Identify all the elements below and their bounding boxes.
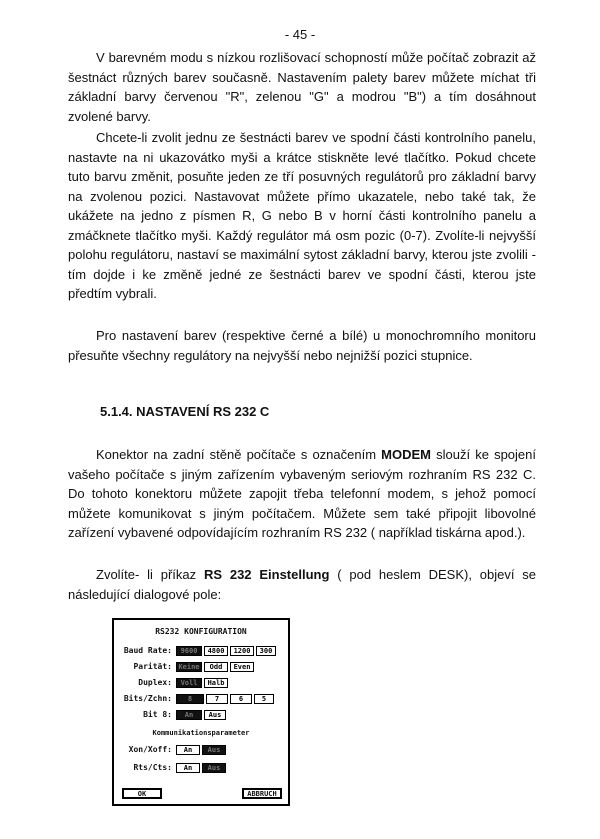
baud-rate-label: Baud Rate: xyxy=(123,646,172,655)
duplex-row xyxy=(120,677,230,688)
ok-button[interactable]: OK xyxy=(122,788,162,799)
rts-cts-label: Rts/Cts: xyxy=(133,763,172,772)
bit8-row xyxy=(120,709,228,720)
paragraph-monochrome xyxy=(68,326,536,365)
parity-odd-option[interactable]: Odd xyxy=(204,662,228,672)
rts-on-option[interactable]: An xyxy=(176,763,200,773)
paragraph-text xyxy=(68,565,536,604)
bits-label: Bits/Zchn: xyxy=(123,694,172,703)
baud-4800-option[interactable]: 4800 xyxy=(204,646,228,656)
baud-rate-row xyxy=(120,645,278,656)
bits-6-option[interactable]: 6 xyxy=(230,694,252,704)
text-run: slouží ke spojení vašeho počítače s jiným zařízením vybaveným seriovým rozhraním RS 232 C. Do tohoto konektoru můžete zapojit třeba telefonní modem, s jehož pomocí můžete komunikovat s jiným počítačem. Můžete sem také připojit libovolné zařízení vybavené odpovídajícím rozhraním RS 232 ( například tiskárna apod.). xyxy=(68,447,536,540)
rs232-config-dialog xyxy=(112,618,290,806)
paragraph-text: Pro nastavení barev (respektive černé a bílé) u monochromního monitoru přesuňte všechny regulátory na nejvyšší nebo nejnižší pozici stupnice. xyxy=(68,328,536,363)
communication-params-heading: Kommunikationsparameter xyxy=(152,729,250,737)
dialog-title: RS232 KONFIGURATION xyxy=(155,627,247,636)
text-run: ( pod heslem DESK), objeví se následující dialogové pole: xyxy=(68,567,536,602)
paragraph-color-selection xyxy=(68,128,536,304)
xon-off-option[interactable]: Aus xyxy=(202,745,226,755)
xon-xoff-row xyxy=(120,744,228,755)
bits-7-option[interactable]: 7 xyxy=(206,694,228,704)
parity-label: Parität: xyxy=(133,662,172,671)
page-number: - 45 - xyxy=(284,27,316,42)
duplex-half-option[interactable]: Halb xyxy=(204,678,228,688)
bits-5-option[interactable]: 5 xyxy=(254,694,274,704)
baud-1200-option[interactable]: 1200 xyxy=(230,646,254,656)
paragraph-palette xyxy=(68,48,536,126)
xon-xoff-label: Xon/Xoff: xyxy=(128,745,172,754)
paragraph-text xyxy=(68,445,536,543)
paragraph-command xyxy=(68,565,536,604)
text-run: Zvolíte- li příkaz xyxy=(96,567,204,582)
bit8-label: Bit 8: xyxy=(143,710,172,719)
rts-off-option[interactable]: Aus xyxy=(202,763,226,773)
paragraph-modem xyxy=(68,445,536,543)
xon-on-option[interactable]: An xyxy=(176,745,200,755)
rts-cts-row xyxy=(120,762,228,773)
section-heading: 5.1.4. NASTAVENÍ RS 232 C xyxy=(100,404,270,419)
parity-row xyxy=(120,661,256,672)
duplex-label: Duplex: xyxy=(138,678,172,687)
bits-row xyxy=(120,693,276,704)
bold-term-command: RS 232 Einstellung xyxy=(203,567,330,582)
duplex-full-option[interactable]: Voll xyxy=(176,678,202,688)
parity-none-option[interactable]: Keine xyxy=(176,662,202,672)
paragraph-text: Chcete-li zvolit jednu ze šestnácti barev ve spodní části kontrolního panelu, nastavte na ni ukazovátko myši a krátce stiskněte levé tlačítko. Pokud chcete tuto barvu změnit, posuňte jeden ze tří posuvných regulátorů pro základní barvy na zvolenou pozici. Nastavovat můžete přímo ukazatele, nebo také tak, že ukážete na jedno z písmen R, G nebo B v horní části kontrolního panelu a zmáčknete tlačítko myši. Každý regulátor má osm pozic (0-7). Zvolíte-li nejvyšší polohu regulátoru, nastaví se maximální sytost základní barvy, kterou jste zvolili - tím dojde i ke změně jedné ze šestnácti barev ve spodní části, kterou jste předtím vybrali. xyxy=(68,130,536,301)
parity-even-option[interactable]: Even xyxy=(230,662,254,672)
bold-term-modem: MODEM xyxy=(381,447,432,462)
bit8-on-option[interactable]: An xyxy=(176,710,202,720)
baud-300-option[interactable]: 300 xyxy=(256,646,276,656)
text-run: Konektor na zadní stěně počítače s označením xyxy=(96,447,382,462)
baud-9600-option[interactable]: 9600 xyxy=(176,646,202,656)
bit8-off-option[interactable]: Aus xyxy=(204,710,226,720)
cancel-button[interactable]: ABBRUCH xyxy=(242,788,282,799)
bits-8-option[interactable]: 8 xyxy=(176,694,204,704)
paragraph-text: V barevném modu s nízkou rozlišovací schopností může počítač zobrazit až šestnáct různých barev současně. Nastavením palety barev můžete míchat tři základní barvy červenou "R", zelenou "G" a modrou "B") a tím dosáhnout zvolené barvy. xyxy=(68,50,536,124)
